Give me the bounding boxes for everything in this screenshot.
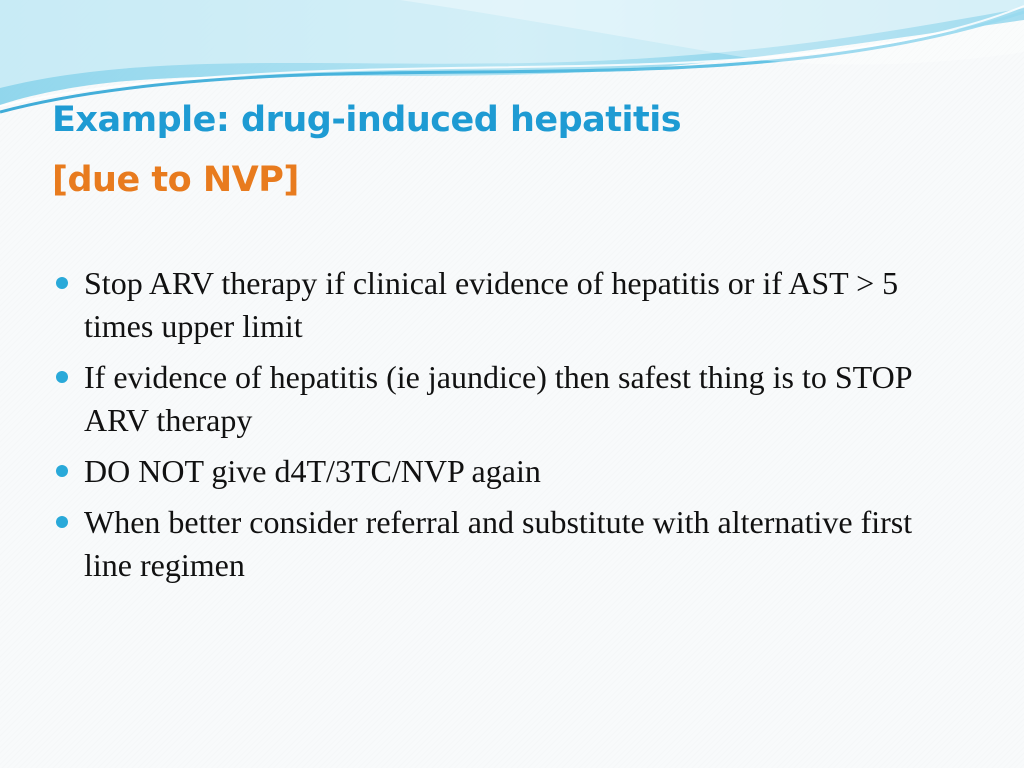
bullet-text: Stop ARV therapy if clinical evidence of hepatitis or if AST > 5 times upper limit [84,265,899,344]
bullet-text: When better consider referral and substitute with alternative first line regimen [84,504,913,583]
list-item [56,356,956,442]
bullet-icon [56,465,68,477]
bullet-icon [56,516,68,528]
list-item [56,450,956,493]
title-line-main: Example: drug-induced hepatitis [52,100,682,140]
bullet-icon [56,277,68,289]
title-line-sub: [due to NVP] [52,160,299,200]
list-item [56,501,956,587]
bullet-icon [56,371,68,383]
list-item [56,262,956,348]
bullet-text: If evidence of hepatitis (ie jaundice) then safest thing is to STOP ARV therapy [84,359,912,438]
slide-title [52,90,952,210]
bullet-text: DO NOT give d4T/3TC/NVP again [84,453,541,489]
bullet-list [56,262,956,595]
